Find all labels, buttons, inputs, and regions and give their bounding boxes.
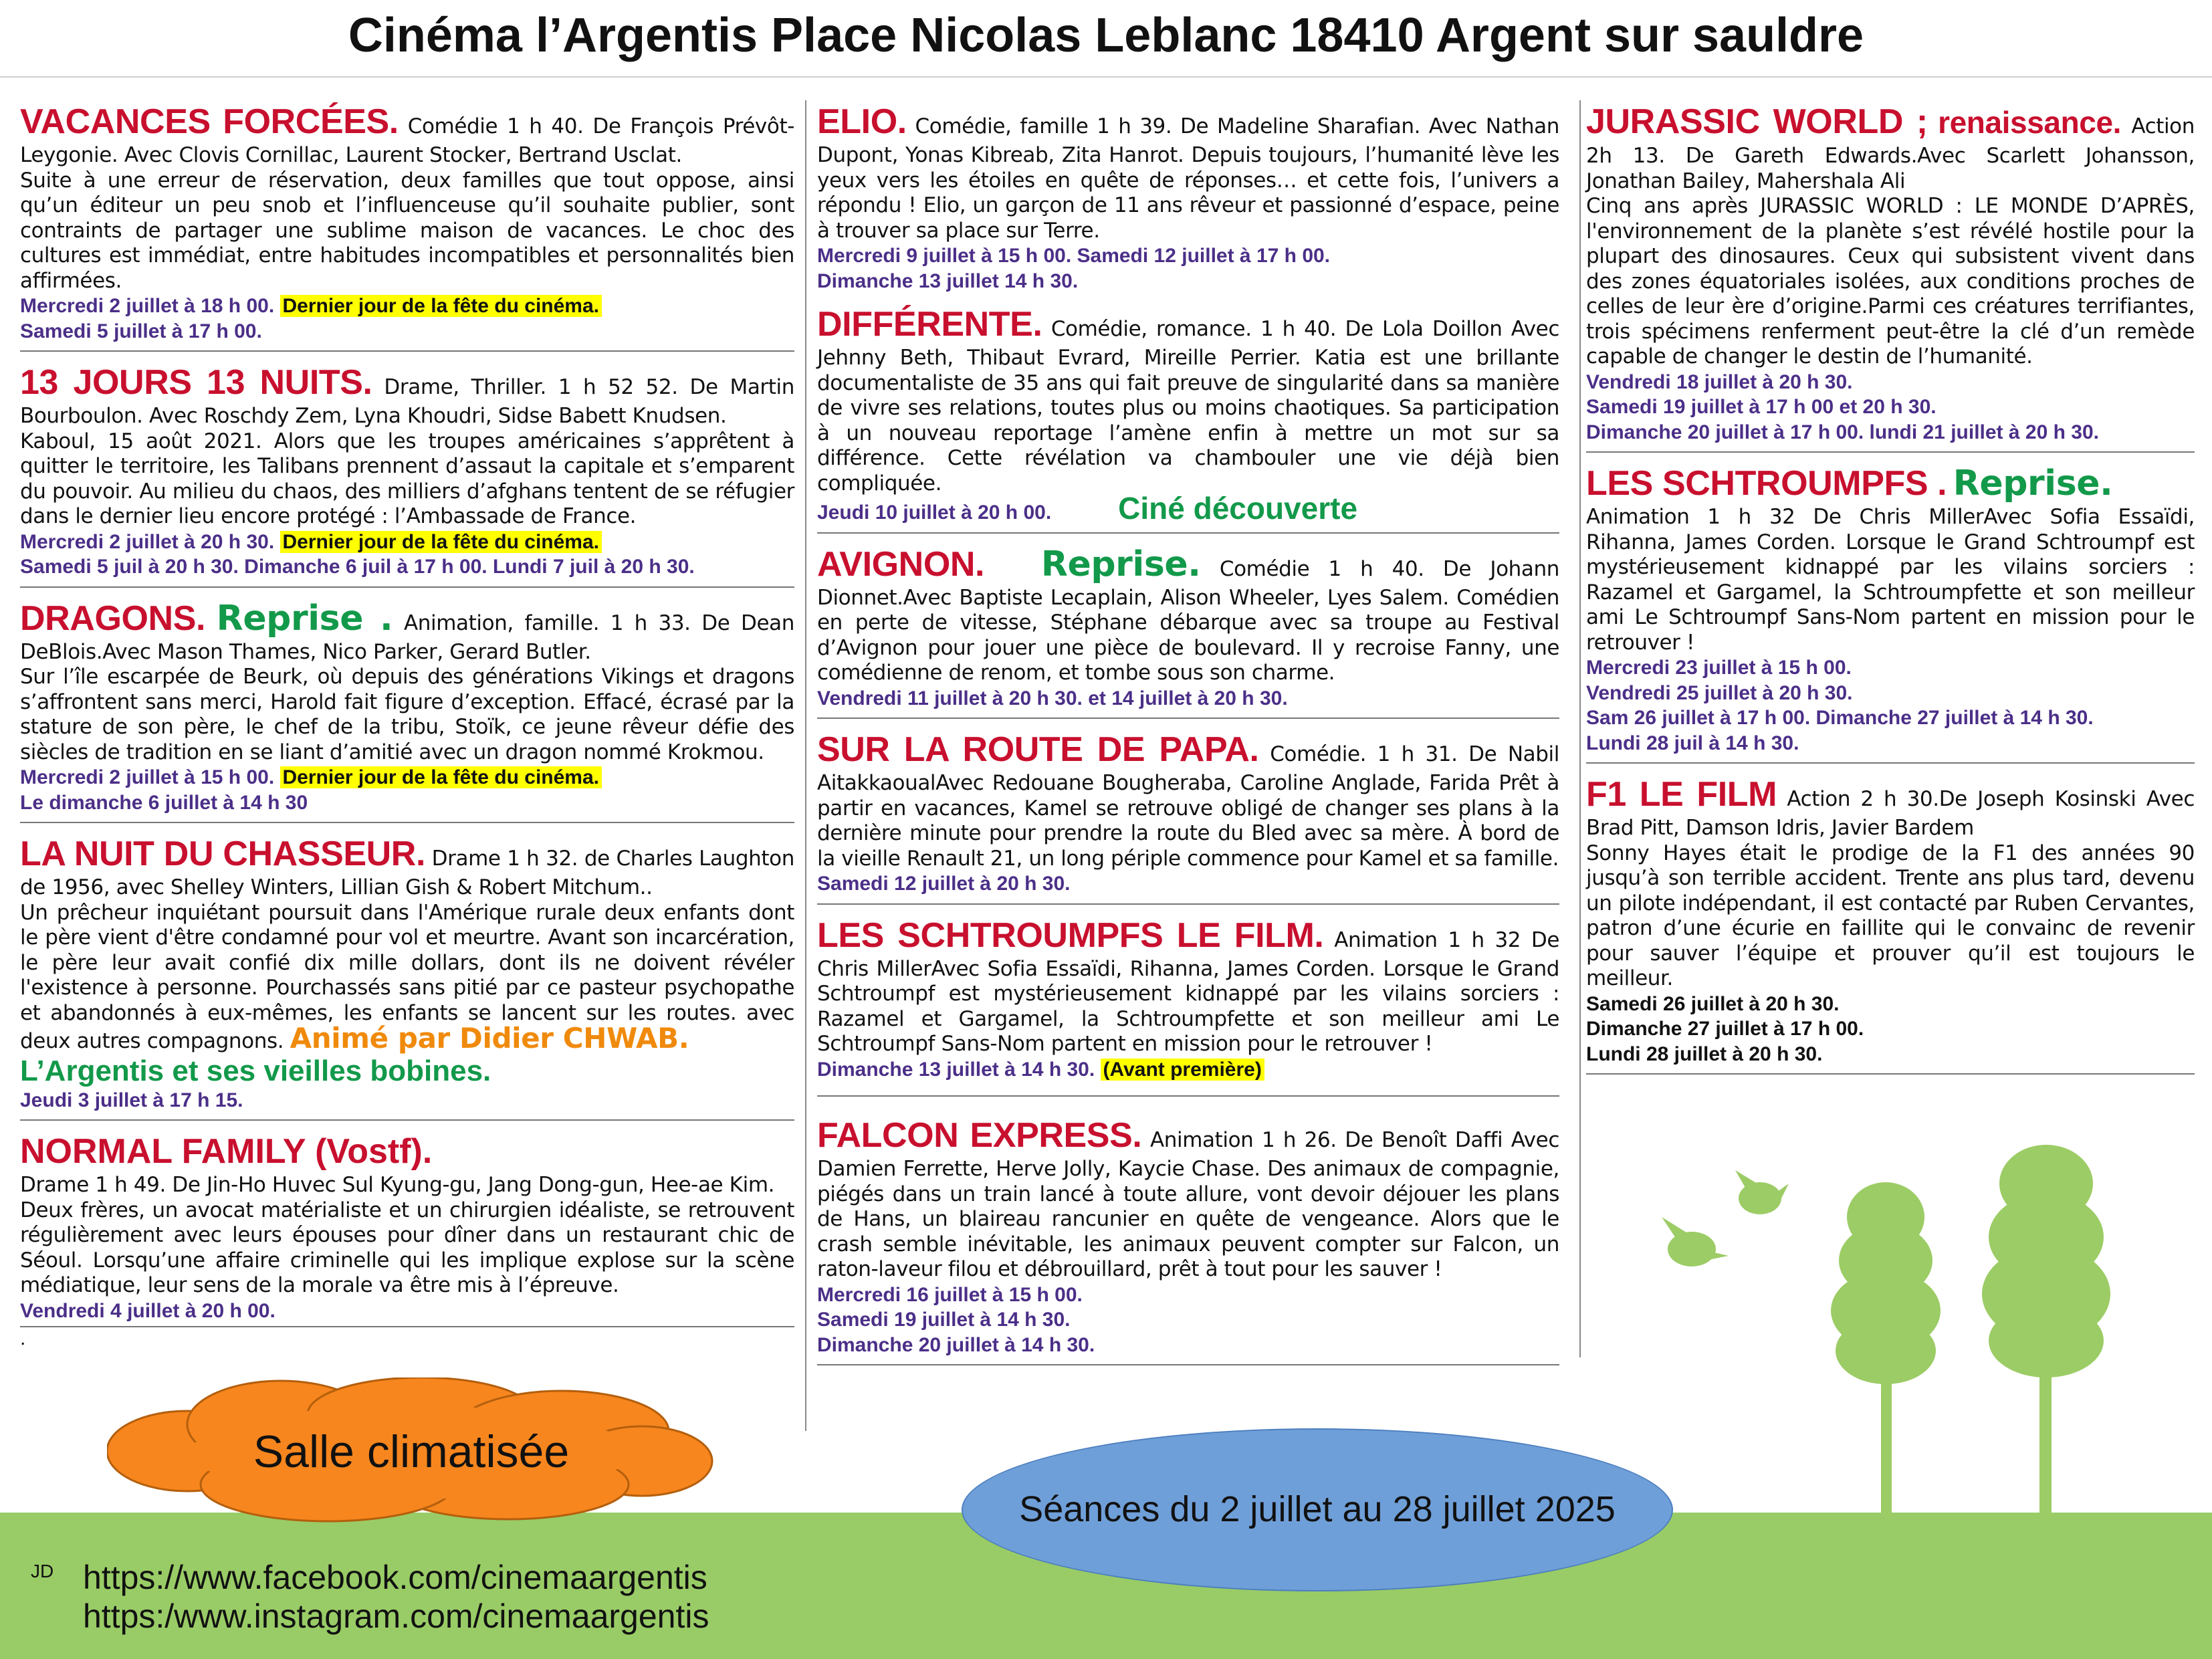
- showtime: Jeudi 10 juillet à 20 h 00.: [817, 502, 1052, 524]
- stray-dot: .: [20, 1327, 26, 1349]
- divider: [20, 350, 794, 352]
- series-label: L’Argentis et ses vieilles bobines.: [20, 1054, 491, 1087]
- dates-badge: [962, 1428, 1673, 1591]
- showtime: Sam 26 juillet à 17 h 00. Dimanche 27 juillet à 14 h 30.: [1586, 707, 2094, 729]
- animator-credit: Animé par Didier CHWAB.: [290, 1022, 689, 1055]
- movie-title: FALCON EXPRESS.: [817, 1116, 1142, 1155]
- showtime: Mercredi 2 juillet à 20 h 30.: [20, 530, 275, 553]
- movie-synopsis: Cinq ans après JURASSIC WORLD : LE MONDE D’APRÈS, l'environnement de la planète s’est révélé hostile pour la plupart des dinosaures. Ceux qui subsistent vivent dans des zones équatoriales isolées, aux conditions proches de celles de leur ère d’origine.Parmi ces créatures terrifiantes, trois spécimens renferment peut-être la clé d’un remède capable de changer le destin de l’humanité.: [1586, 194, 2195, 368]
- movie-meta: Drame 1 h 49. De Jin-Ho Huvec Sul Kyung-gu, Jang Dong-gun, Hee-ae Kim.: [20, 1173, 775, 1197]
- movie-title: NORMAL FAMILY (Vostf).: [20, 1132, 433, 1171]
- movie-title: DIFFÉRENTE.: [817, 305, 1042, 344]
- showtime: Samedi 26 juillet à 20 h 30.: [1586, 992, 1840, 1015]
- column-middle: [817, 100, 1559, 1375]
- showtime: Dimanche 20 juillet à 14 h 30.: [817, 1333, 1095, 1356]
- movie-synopsis: Animation 1 h 32 De Chris MillerAvec Sofia Essaïdi, Rihanna, James Corden. Lorsque le Grand Schtroumpf est mystérieusement kidnappé par les vilains sorciers : Razamel et Gargamel, la Schtroumpfette et son meilleur ami Le Schtroumpf Sans-Nom partent en mission pour le retrouver !: [1586, 505, 2195, 655]
- movie-les-schtroumpfs-reprise: [1586, 462, 2195, 764]
- reprise-tag: Reprise.: [1040, 544, 1201, 584]
- movie-elio: [817, 100, 1559, 294]
- movie-title: LES SCHTROUMPFS LE FILM.: [817, 915, 1324, 955]
- showtime: Dimanche 20 juillet à 17 h 00. lundi 21 juillet à 20 h 30.: [1586, 421, 2099, 443]
- divider: [817, 903, 1559, 905]
- movie-synopsis: Depuis toujours, l’humanité lève les yeux vers les étoiles en quête de réponses… et cette fois, l’univers a répondu ! Elio, un garçon de 11 ans rêveur et passionné d’espace, peine à trouver sa place sur Terre.: [817, 143, 1559, 243]
- divider: [20, 1119, 794, 1121]
- movie-title: F1 LE FILM: [1586, 775, 1777, 814]
- movie-meta: Comédie, romance. 1 h 40. De Lola Doillon Avec Jehnny Beth, Thibaut Evrard, Mireille Perrier.: [817, 317, 1559, 370]
- divider: [817, 1095, 1559, 1097]
- movie-synopsis: De Chris MillerAvec Sofia Essaïdi, Rihanna, James Corden. Lorsque le Grand Schtroumpf est mystérieusement kidnappé par les vilains sorciers : Razamel et Gargamel, la Schtroumpfette et son meilleur ami Le Schtroumpf Sans-Nom partent en mission pour le retrouver !: [817, 927, 1559, 1056]
- showtime: Vendredi 11 juillet à 20 h 30. et 14 juillet à 20 h 30.: [817, 687, 1288, 709]
- movie-title: AVIGNON.: [817, 544, 985, 584]
- author-initials: JD: [31, 1561, 54, 1581]
- divider: [1586, 451, 2195, 453]
- movie-f1-le-film: [1586, 773, 2195, 1075]
- movie-meta: Action 2 h 30.De Joseph Kosinski Avec Brad Pitt, Damson Idris, Javier Bardem: [1586, 787, 2195, 840]
- instagram-link[interactable]: https:/www.instagram.com/cinemaargentis: [83, 1597, 709, 1635]
- tree-icon: [1982, 1145, 2110, 1518]
- movie-synopsis: Sur l’île escarpée de Beurk, où depuis des générations Vikings et dragons s’affrontent sans merci, Harold fait figure d’exception. Effacé, écrasé par la stature de son père, le chef de la tribu, Stoïk, ce jeune rêveur défie des siècles de tradition en se liant d’amitié avec un dragon nommé Krokmou.: [20, 665, 794, 764]
- divider: [817, 532, 1559, 534]
- movie-vacances-forcees: [20, 100, 794, 352]
- reprise-tag: Reprise.: [1953, 463, 2113, 504]
- showtime: Dimanche 13 juillet 14 h 30.: [817, 269, 1079, 292]
- festival-highlight: Dernier jour de la fête du cinéma.: [280, 295, 602, 317]
- movie-title: JURASSIC WORLD ;: [1586, 102, 1928, 141]
- movie-13-jours-13-nuits: [20, 361, 794, 588]
- movie-meta: Comédie. 1 h 31. De Nabil AitakkaoualAvec Redouane Bougheraba, Caroline Anglade, Farida: [817, 742, 1559, 795]
- showtime: Mercredi 23 juillet à 15 h 00.: [1586, 657, 1852, 679]
- air-conditioned-badge: [107, 1377, 715, 1525]
- movie-synopsis: Un prêcheur inquiétant poursuit dans l'Amérique rurale deux enfants dont le père vient d'être condamné pour vol et meurtre. Avant son incarcération, le père leur avait confié dix mille dollars, dont ils ne doivent révéler l'existence à personne. Pourchassés sans pitié par ce pasteur psychopathe et abandonnés à eux-mêmes, les enfants se lancent sur les routes. avec deux autres compagnons.: [20, 900, 794, 1053]
- divider: [817, 1364, 1559, 1365]
- movie-normal-family: [20, 1130, 794, 1350]
- movie-title: LA NUIT DU CHASSEUR.: [20, 835, 426, 873]
- movie-differente: [817, 303, 1559, 534]
- movie-synopsis: Deux frères, un avocat matérialiste et un chirurgien idéaliste, se retrouvent régulièrement avec leurs épouses pour dîner dans un restaurant chic de Séoul. Lorsqu’une affaire criminelle qui les implique explose sur la scène médiatique, leur sens de la morale va être mis à l’épreuve.: [20, 1198, 794, 1297]
- movie-title: SUR LA ROUTE DE PAPA.: [817, 730, 1259, 769]
- preview-highlight: (Avant première): [1101, 1059, 1264, 1081]
- poster-header: [0, 0, 2212, 78]
- showtime: Mercredi 2 juillet à 15 h 00.: [20, 766, 275, 788]
- divider: [1586, 1073, 2195, 1075]
- showtime: Mercredi 16 juillet à 15 h 00.: [817, 1283, 1083, 1306]
- divider: [817, 717, 1559, 719]
- air-conditioned-label: Salle climatisée: [253, 1426, 570, 1477]
- showtime: Jeudi 3 juillet à 17 h 15.: [20, 1089, 243, 1111]
- movie-title: VACANCES FORCÉES.: [20, 102, 399, 141]
- showtime: Lundi 28 juillet à 20 h 30.: [1586, 1042, 1823, 1065]
- movie-meta: Animation 1 h 32: [1334, 927, 1521, 952]
- movie-synopsis: Kaboul, 15 août 2021. Alors que les troupes américaines s’apprêtent à quitter le territoire, les Talibans prennent d’assaut la capitale et s’emparent du pouvoir. Au milieu du chaos, des milliers d’afghans tentent de se réfugier dans le dernier lieu encore protégé : l’Ambassade de France.: [20, 429, 794, 528]
- movie-synopsis: Prêt à partir en vacances, Kamel se retrouve obligé de changer ses plans à la dernière minute pour prendre la route du Bled avec sa mère. À bord de la vieille Renault 21, un long périple commence pour Kamel et sa famille.: [817, 771, 1559, 871]
- movie-avignon: [817, 543, 1559, 720]
- movie-meta: Drame 1 h 32. de Charles Laughton de 1956, avec Shelley Winters, Lillian Gish & Robert Mitchum..: [20, 847, 794, 899]
- movie-synopsis: Katia est une brillante documentaliste de 35 ans qui fait preuve de singularité dans sa manière de vivre ses relations, toutes plus ou moins chaotiques. Sa participation à un nouveau reportage l’amène enfin à mettre un mot sur sa différence. Cette révélation va chambouler une vie déjà bien compliquée.: [817, 346, 1559, 495]
- cine-decouverte-label: Ciné découverte: [1118, 491, 1358, 526]
- showtime: Mercredi 9 juillet à 15 h 00. Samedi 12 juillet à 17 h 00.: [817, 245, 1331, 267]
- showtime: Mercredi 2 juillet à 18 h 00.: [20, 295, 275, 317]
- showtime: Vendredi 25 juillet à 20 h 30.: [1586, 681, 1853, 704]
- showtime: Samedi 5 juillet à 17 h 00.: [20, 320, 262, 342]
- divider: [20, 586, 794, 588]
- movie-synopsis: Des animaux de compagnie, piégés dans un train lancé à toute allure, vont devoir déjouer les plans de Hans, un blaireau rancunier en quête de vengeance. Alors que le crash semble inévitable, les animaux peuvent compter sur Falcon, un raton-laveur filou et débrouillard, prêt à tout pour les sauver !: [817, 1157, 1559, 1281]
- showtime: Samedi 19 juillet à 17 h 00 et 20 h 30.: [1586, 396, 1937, 418]
- movie-meta: Comédie 1 h 40. De Johann Dionnet.Avec Baptiste Lecaplain, Alison Wheeler, Lyes Salem.: [817, 556, 1559, 610]
- movie-meta: Comédie 1 h 40. De François Prévôt-Leygonie. Avec Clovis Cornillac, Laurent Stocker, Bertrand Usclat.: [20, 114, 794, 167]
- movie-meta: Comédie, famille 1 h 39. De Madeline Sharafian. Avec Nathan Dupont, Yonas Kibreab, Zita Hanrot.: [817, 114, 1559, 167]
- bird-icon: [1735, 1170, 1789, 1214]
- trees-illustration: [1605, 1137, 2207, 1518]
- movie-synopsis: Sonny Hayes était le prodige de la F1 des années 90 jusqu’à son terrible accident. Trente ans plus tard, devenu un pilote indépendant, il est contacté par Ruben Cervantes, patron d’une écurie en faillite qui le convainc de revenir pour sauver l’équipe et prouver qu’il est toujours le meilleur.: [1586, 841, 2195, 990]
- movie-title: LES SCHTROUMPFS .: [1586, 464, 1947, 503]
- divider: [20, 822, 794, 823]
- column-right: [1586, 100, 2195, 1084]
- dates-label: Séances du 2 juillet au 28 juillet 2025: [1019, 1489, 1616, 1529]
- divider: [1586, 762, 2195, 764]
- movie-jurassic-world: [1586, 100, 2195, 453]
- movie-meta: Action 2h 13. De Gareth Edwards.Avec Scarlett Johansson, Jonathan Bailey, Mahershala Ali: [1586, 114, 2195, 193]
- festival-highlight: Dernier jour de la fête du cinéma.: [280, 531, 602, 553]
- movie-subtitle: renaissance.: [1938, 105, 2122, 140]
- tree-icon: [1831, 1182, 1941, 1518]
- showtime: Lundi 28 juil à 14 h 30.: [1586, 732, 1799, 754]
- column-divider: [1579, 100, 1581, 1357]
- movie-title: 13 JOURS 13 NUITS.: [20, 363, 372, 402]
- bird-icon: [1662, 1217, 1729, 1266]
- movie-synopsis: Comédien en perte de vitesse, Stéphane débarque avec sa troupe au Festival d’Avignon pour jouer une pièce de boulevard. Il y recroise Fanny, une comédienne de renom, et tombe sous son charme.: [817, 585, 1559, 685]
- movie-falcon-express: [817, 1114, 1559, 1365]
- movie-meta: Drame, Thriller. 1 h 52 52. De Martin Bourboulon. Avec Roschdy Zem, Lyna Khoudri, Sidse Babett Knudsen.: [20, 375, 794, 428]
- showtime: Vendredi 18 juillet à 20 h 30.: [1586, 370, 1853, 393]
- showtime: Samedi 12 juillet à 20 h 30.: [817, 873, 1071, 895]
- page-title: Cinéma l’Argentis Place Nicolas Leblanc 18410 Argent sur sauldre: [348, 9, 1864, 62]
- movie-les-schtroumpfs-le-film: [817, 914, 1559, 1097]
- movie-dragons: [20, 597, 794, 824]
- movie-synopsis: Suite à une erreur de réservation, deux familles que tout oppose, ainsi qu’un éditeur un peu snob et l’influenceuse qu’il souhaite publier, sont contraints de partager une sublime maison de vacances. Le choc des cultures est immédiat, entre habitudes incompatibles et personnalités bien affirmées.: [20, 168, 794, 293]
- movie-title: ELIO.: [817, 102, 907, 141]
- showtime: Dimanche 27 juillet à 17 h 00.: [1586, 1018, 1864, 1040]
- movie-sur-la-route-de-papa: [817, 728, 1559, 905]
- festival-highlight: Dernier jour de la fête du cinéma.: [280, 766, 602, 788]
- facebook-link[interactable]: https://www.facebook.com/cinemaargentis: [83, 1559, 707, 1596]
- column-divider: [805, 100, 806, 1431]
- movie-meta: Animation 1 h 26. De Benoît Daffi Avec Damien Ferrette, Herve Jolly, Kaycie Chase.: [817, 1128, 1559, 1181]
- showtime: Samedi 19 juillet à 14 h 30.: [817, 1309, 1071, 1331]
- reprise-tag: Reprise .: [216, 598, 393, 639]
- movie-title: DRAGONS.: [20, 598, 206, 638]
- showtime: Vendredi 4 juillet à 20 h 00.: [20, 1299, 275, 1322]
- movie-la-nuit-du-chasseur: [20, 833, 794, 1121]
- showtime: Samedi 5 juil à 20 h 30. Dimanche 6 juil à 17 h 00. Lundi 7 juil à 20 h 30.: [20, 556, 695, 578]
- showtime: Le dimanche 6 juillet à 14 h 30: [20, 791, 308, 814]
- social-links: [83, 1558, 709, 1636]
- movie-meta: Animation, famille. 1 h 33. De Dean DeBlois.Avec Mason Thames, Nico Parker, Gerard Butler.: [20, 611, 794, 664]
- column-left: [20, 100, 794, 1359]
- showtime: Dimanche 13 juillet à 14 h 30.: [817, 1058, 1095, 1081]
